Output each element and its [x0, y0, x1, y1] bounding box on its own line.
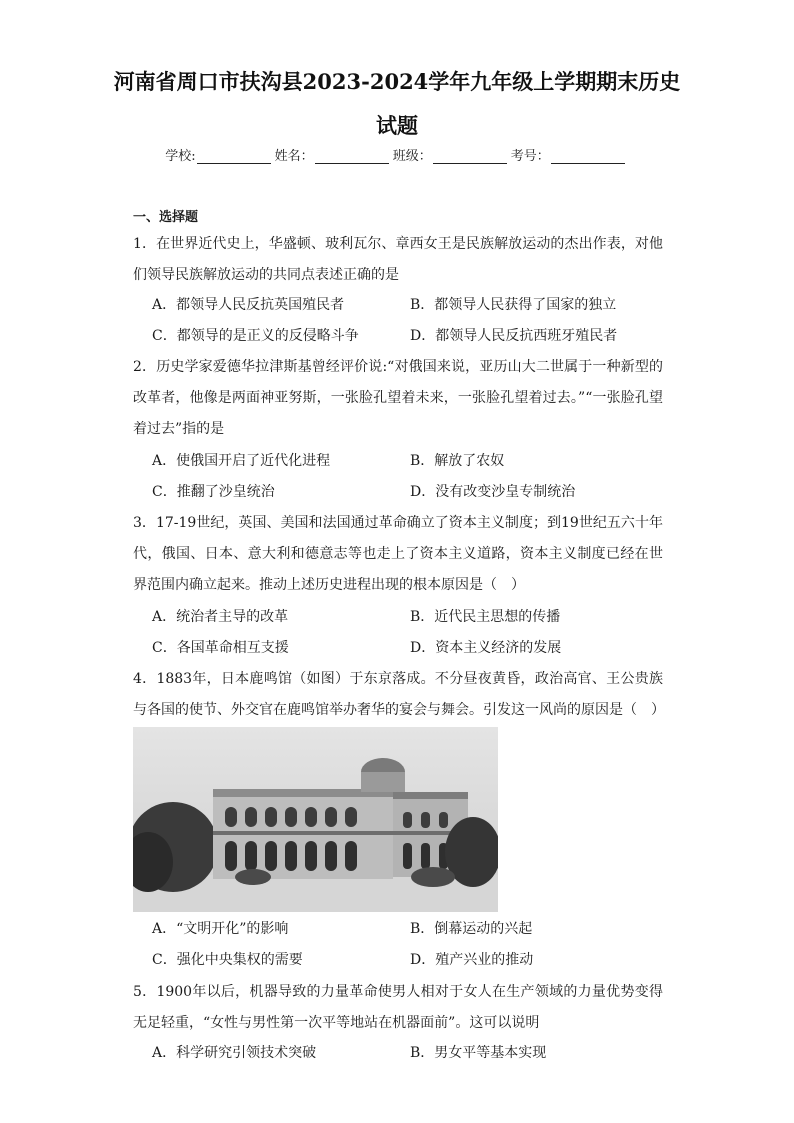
q2-option-b[interactable]: B．解放了农奴	[410, 453, 505, 469]
q4-option-c[interactable]: C．强化中央集权的需要	[152, 952, 303, 968]
rokumeikan-building-image	[133, 727, 498, 912]
q4-option-b[interactable]: B．倒幕运动的兴起	[410, 921, 533, 937]
q3-option-b[interactable]: B．近代民主思想的传播	[410, 609, 561, 625]
q4-option-d[interactable]: D．殖产兴业的推动	[410, 952, 534, 968]
q2-option-c[interactable]: C．推翻了沙皇统治	[152, 484, 275, 500]
question-5-stem: 5．1900年以后，机器导致的力量革命使男人相对于女人在生产领域的力量优势变得无足轻重，“女性与男性第一次平等地站在机器面前”。这可以说明	[133, 984, 663, 1031]
q5-option-a[interactable]: A．科学研究引领技术突破	[152, 1045, 317, 1061]
question-3-stem: 3．17-19世纪，英国、美国和法国通过革命确立了资本主义制度；到19世纪五六十年代，俄国、日本、意大利和德意志等也走上了资本主义道路，资本主义制度已经在世界范围内确立起来。推动上述历史进程出现的根本原因是（ ）	[133, 515, 663, 593]
question-1-stem: 1．在世界近代史上，华盛顿、玻利瓦尔、章西女王是民族解放运动的杰出作表，对他们领导民族解放运动的共同点表述正确的是	[133, 236, 663, 283]
question-2-stem: 2．历史学家爱德华拉津斯基曾经评价说:“对俄国来说，亚历山大二世属于一种新型的改革者，他像是两面神亚努斯，一张脸孔望着未来，一张脸孔望着过去。”“一张脸孔望着过去”指的是	[133, 359, 663, 437]
question-4-stem: 4．1883年，日本鹿鸣馆（如图）于东京落成。不分昼夜黄昏，政治高官、王公贵族与各国的使节、外交官在鹿鸣馆举办奢华的宴会与舞会。引发这一风尚的原因是（ ）	[133, 671, 665, 718]
school-blank[interactable]	[197, 149, 271, 164]
q2-option-a[interactable]: A．使俄国开启了近代化进程	[152, 453, 331, 469]
class-blank[interactable]	[433, 149, 507, 164]
q3-option-a[interactable]: A．统治者主导的改革	[152, 609, 289, 625]
student-info-row	[0, 145, 794, 164]
q3-option-c[interactable]: C．各国革命相互支援	[152, 640, 289, 656]
q1-option-d[interactable]: D．都领导人民反抗西班牙殖民者	[410, 328, 618, 344]
section-heading: 一、选择题	[133, 210, 199, 225]
exam-number-blank[interactable]	[551, 149, 625, 164]
school-field: 学校:	[165, 145, 270, 164]
class-field: 班级：	[393, 145, 507, 164]
q1-option-b[interactable]: B．都领导人民获得了国家的独立	[410, 297, 617, 313]
q1-option-a[interactable]: A．都领导人民反抗英国殖民者	[152, 297, 345, 313]
exam-title-line2: 试题	[376, 113, 418, 138]
name-blank[interactable]	[315, 149, 389, 164]
rokumeikan-photo	[133, 727, 498, 912]
q4-option-a[interactable]: A．“文明开化”的影响	[152, 921, 289, 937]
q5-option-b[interactable]: B．男女平等基本实现	[410, 1045, 547, 1061]
exam-number-field: 考号：	[511, 145, 625, 164]
q2-option-d[interactable]: D．没有改变沙皇专制统治	[410, 484, 576, 500]
q3-option-d[interactable]: D．资本主义经济的发展	[410, 640, 562, 656]
name-field: 姓名：	[275, 145, 389, 164]
exam-title-line1: 河南省周口市扶沟县2023-2024学年九年级上学期期末历史	[113, 69, 681, 94]
q1-option-c[interactable]: C．都领导的是正义的反侵略斗争	[152, 328, 359, 344]
